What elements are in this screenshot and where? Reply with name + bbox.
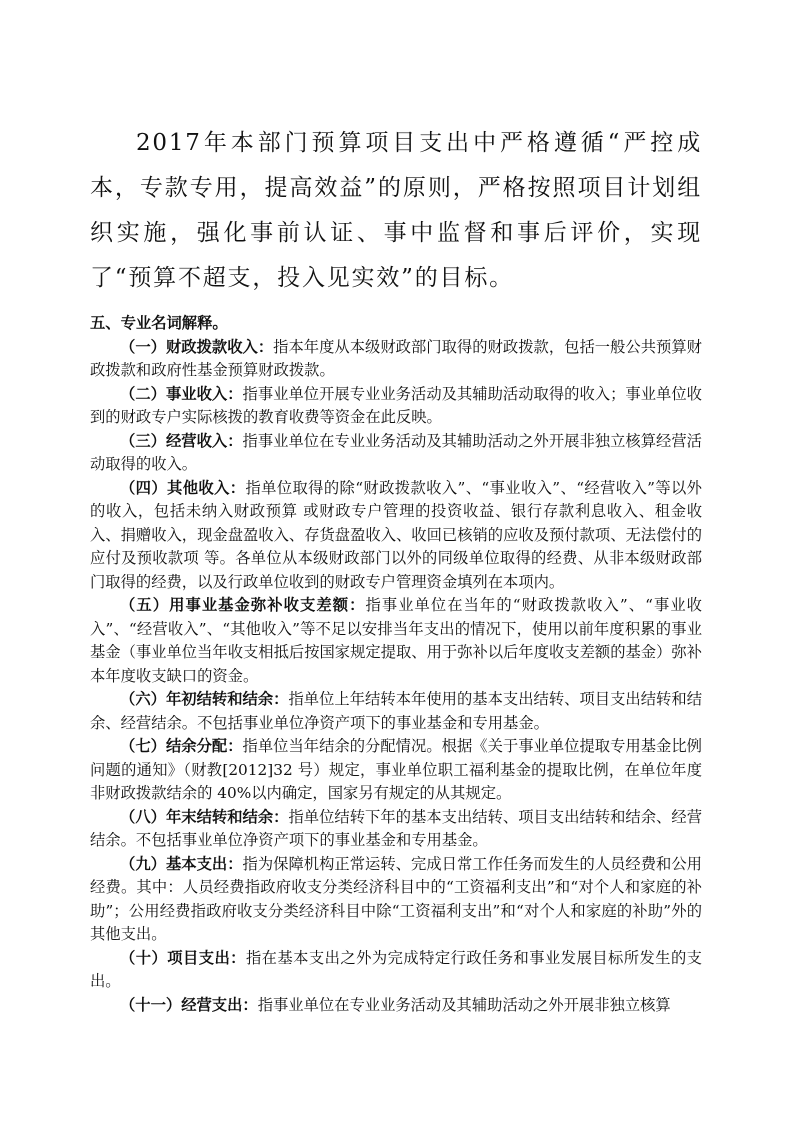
glossary-entry-4 <box>90 477 702 595</box>
glossary-entry-11 <box>90 994 702 1018</box>
entry-term: （七）结余分配： <box>120 737 243 755</box>
entry-term: （九）基本支出： <box>120 854 243 873</box>
glossary-entry-6 <box>90 688 702 735</box>
section-title: 五、专业名词解释。 <box>90 314 228 332</box>
entry-text: 指事业单位在当年的“财政拨款收入”、“事业收入”、“经营收入”、“其他收入”等不足以安排当年支出的情况下，使用以前年度积累的事业基金（事业单位当年收支相抵后按国家规定提取、用于弥补以后年度收支差额的基金）弥补本年度收支缺口的资金。 <box>90 596 702 685</box>
entry-text: 指单位当年结余的分配情况。根据《关于事业单位提取专用基金比例问题的通知》（财教[2012]32 号）规定，事业单位职工福利基金的提取比例，在单位年度非财政拨款结余的 40%以内确定，国家另有规定的从其规定。 <box>90 737 702 802</box>
entry-term: （六）年初结转和结余： <box>120 690 289 708</box>
entry-term: （二）事业收入： <box>120 384 243 403</box>
entry-text: 指单位上年结转本年使用的基本支出结转、项目支出结转和结余、经营结余。不包括事业单位净资产项下的事业基金和专用基金。 <box>90 690 702 732</box>
entry-text: 指单位结转下年的基本支出结转、项目支出结转和结余、经营结余。不包括事业单位净资产项下的事业基金和专用基金。 <box>90 807 702 849</box>
entry-term: （五）用事业基金弥补收支差额： <box>120 596 366 614</box>
entry-term: （四）其他收入： <box>120 478 246 497</box>
glossary-entry-10 <box>90 947 702 994</box>
glossary-entry-1 <box>90 336 702 383</box>
entry-term: （十）项目支出： <box>120 948 246 967</box>
entry-text: 指本年度从本级财政部门取得的财政拨款，包括一般公共预算财政拨款和政府性基金预算财政拨款。 <box>90 337 702 379</box>
entry-text: 指在基本支出之外为完成特定行政任务和事业发展目标所发生的支出。 <box>90 948 702 990</box>
entry-term: （八）年末结转和结余： <box>120 807 289 826</box>
entry-text: 指单位取得的除“财政拨款收入”、“事业收入”、“经营收入”等以外的收入，包括未纳入财政预算 或财政专户管理的投资收益、银行存款利息收入、租金收入、捐赠收入，现金盘盈收入、存货盘盈收入、收回已核销的应收及预付款项、无法偿付的应付及预收款项 等。各单位从本级财政部门以外的同级单位取得的经费、从非本级财政部门取得的经费，以及行政单位收到的财政专户管理资金填列在本项内。 <box>90 478 702 591</box>
glossary-entry-5 <box>90 594 702 688</box>
glossary-entry-9 <box>90 853 702 947</box>
intro-paragraph: 2017年本部门预算项目支出中严格遵循“严控成本，专款专用，提高效益”的原则，严格按照项目计划组织实施，强化事前认证、事中监督和事后评价，实现了“预算不超支，投入见实效”的目标。 <box>90 130 702 291</box>
entry-text: 指事业单位开展专业业务活动及其辅助活动取得的收入；事业单位收到的财政专户实际核拨的教育收费等资金在此反映。 <box>90 384 702 426</box>
glossary-entry-7 <box>90 735 702 806</box>
glossary-section <box>90 312 702 1017</box>
entry-term: （三）经营收入： <box>120 431 243 450</box>
glossary-entry-8 <box>90 806 702 853</box>
glossary-entry-2 <box>90 383 702 430</box>
entry-text: 指为保障机构正常运转、完成日常工作任务而发生的人员经费和公用经费。其中：人员经费指政府收支分类经济科目中的“工资福利支出”和“对个人和家庭的补助”；公用经费指政府收支分类经济科目中除“工资福利支出”和“对个人和家庭的补助”外的其他支出。 <box>90 854 702 943</box>
entry-term: （十一）经营支出： <box>120 995 258 1014</box>
glossary-entry-3 <box>90 430 702 477</box>
entry-text: 指事业单位在专业业务活动及其辅助活动之外开展非独立核算经营活动取得的收入。 <box>90 431 702 473</box>
entry-term: （一）财政拨款收入： <box>120 337 274 356</box>
entry-text: 指事业单位在专业业务活动及其辅助活动之外开展非独立核算 <box>257 995 671 1014</box>
